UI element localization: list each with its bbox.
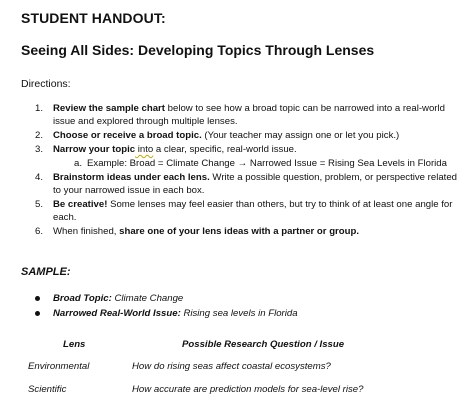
direction-step xyxy=(21,198,461,225)
directions-list xyxy=(21,102,461,239)
direction-step xyxy=(21,171,461,198)
step-number: 6. xyxy=(35,226,44,237)
spellcheck-underlined-text: into xyxy=(135,144,154,155)
table-cell-question: How accurate are prediction models for sea-level rise? xyxy=(132,384,364,395)
substep-letter: a. xyxy=(74,157,83,169)
table-cell-lens: Scientific xyxy=(28,384,67,395)
bullet-dot-icon xyxy=(35,296,40,301)
table-header-question: Possible Research Question / Issue xyxy=(182,339,345,350)
bullet-item xyxy=(21,292,298,306)
step-text: When finished, xyxy=(53,226,120,237)
direction-step xyxy=(21,225,461,238)
step-number: 3. xyxy=(35,144,44,155)
direction-step xyxy=(21,143,461,156)
step-bold: Review the sample chart xyxy=(53,103,165,114)
bullet-text: Climate Change xyxy=(111,293,184,304)
sample-label: SAMPLE: xyxy=(21,266,71,278)
table-cell-question: How do rising seas affect coastal ecosystems? xyxy=(132,361,331,372)
step-bold: Narrow your topic xyxy=(53,144,136,155)
table-cell-lens: Environmental xyxy=(28,361,90,372)
step-text: Write a possible question, problem, or perspective related to your narrowed issue in each box. xyxy=(53,171,458,196)
step-text: below to see how a broad topic can be narrowed into a real-world issue and explored through multiple lenses. xyxy=(53,103,445,128)
directions-label: Directions: xyxy=(21,78,71,90)
direction-step xyxy=(21,102,461,129)
bullet-bold: Narrowed Real-World Issue: xyxy=(53,308,181,319)
step-text: Some lenses may feel easier than others, but try to think of at least one angle for each. xyxy=(53,198,453,224)
bullet-item xyxy=(21,307,298,321)
step-number: 2. xyxy=(35,130,44,142)
handout-subtitle: Seeing All Sides: Developing Topics Through Lenses xyxy=(21,42,375,58)
substep-text: Example: Broad = Climate Change → Narrowed Issue = Rising Sea Levels in Florida xyxy=(87,157,447,169)
step-number: 1. xyxy=(35,103,44,114)
step-text: a clear, specific, real-world issue. xyxy=(153,144,297,155)
table-header-lens: Lens xyxy=(63,339,86,350)
handout-title: STUDENT HANDOUT: xyxy=(21,10,166,26)
step-bold: Brainstorm ideas under each lens. xyxy=(53,171,210,183)
direction-substep xyxy=(21,157,461,170)
step-bold: Be creative! xyxy=(53,198,108,210)
direction-step xyxy=(21,129,461,142)
step-bold: share one of your lens ideas with a partner or group. xyxy=(119,226,360,237)
step-number: 4. xyxy=(35,171,44,183)
step-bold: Choose or receive a broad topic. xyxy=(53,130,202,142)
bullet-dot-icon xyxy=(35,311,40,316)
bullet-text: Rising sea levels in Florida xyxy=(180,308,298,319)
step-text: (Your teacher may assign one or let you pick.) xyxy=(201,130,400,142)
sample-bullets xyxy=(21,292,298,322)
bullet-bold: Broad Topic: xyxy=(53,293,112,304)
step-number: 5. xyxy=(35,198,44,210)
